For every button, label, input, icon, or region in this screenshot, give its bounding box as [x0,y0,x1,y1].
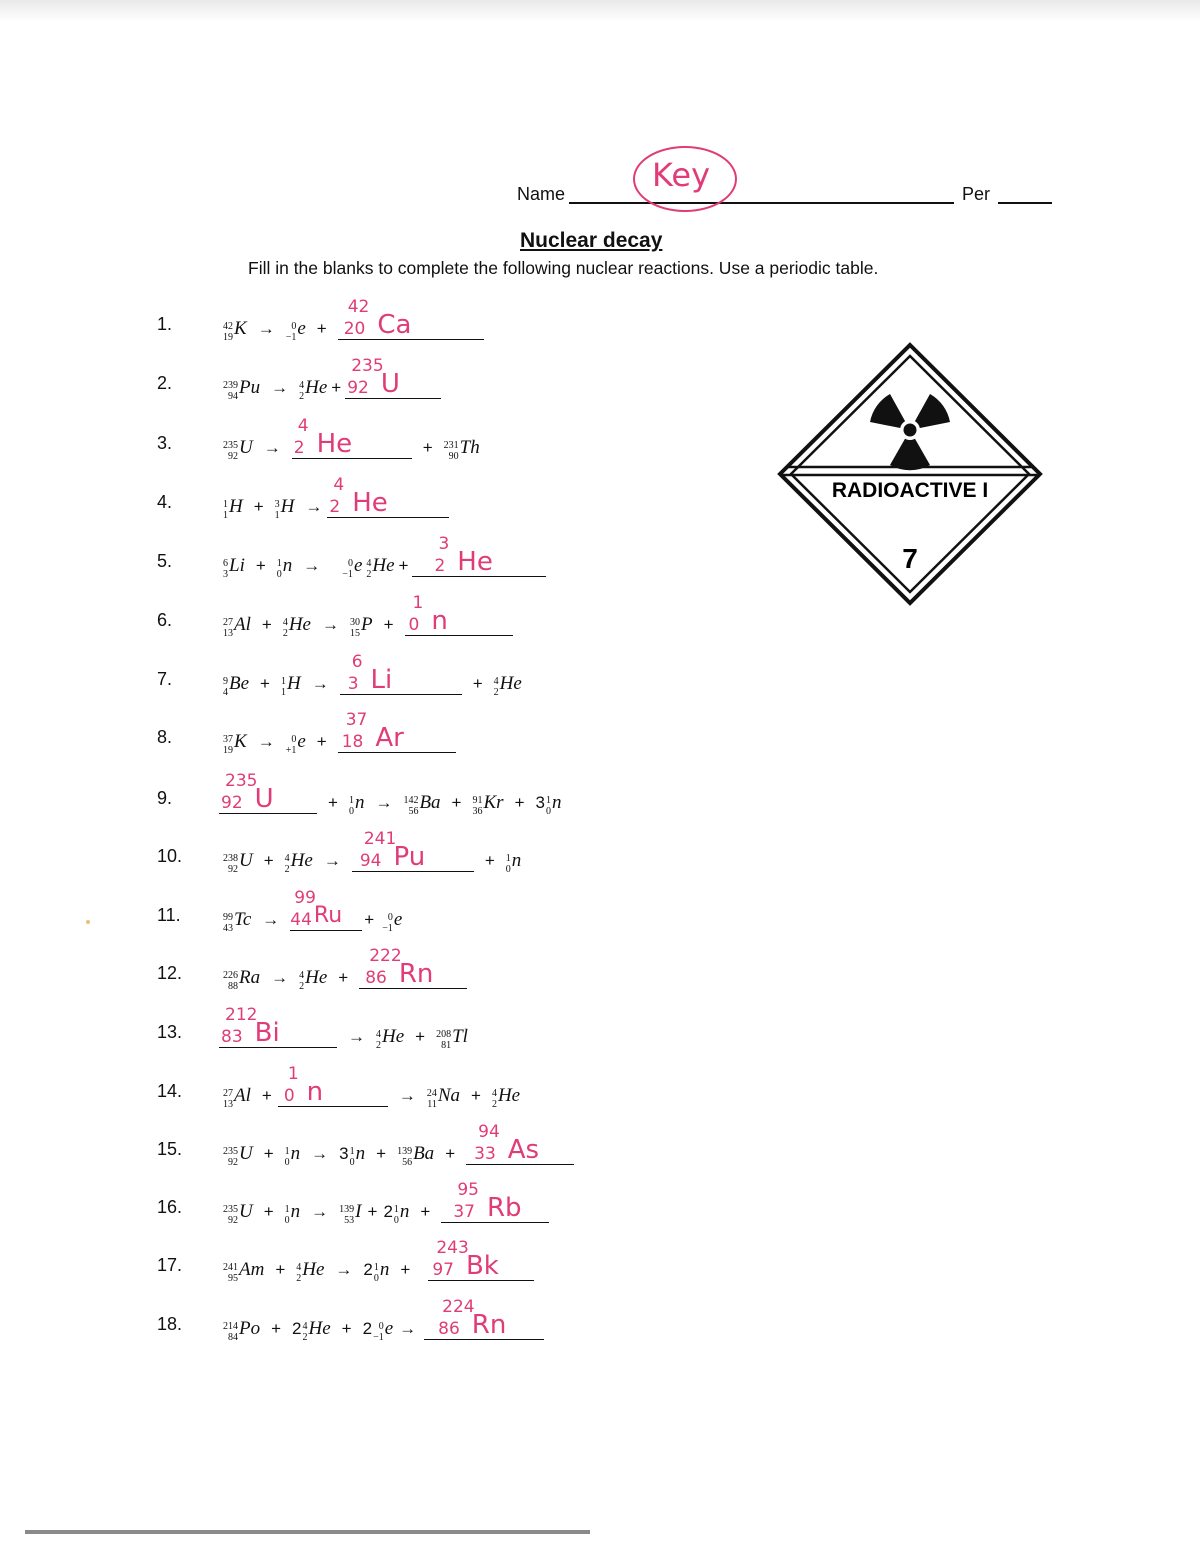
nuclide: 37 19 K [223,731,247,756]
reaction-equation: 42 19 K → 0 −1 e + 42 20 Ca [223,304,484,340]
answer-blank[interactable] [327,475,449,518]
nuclide: 6 3 Li [223,555,245,580]
reaction-equation: 212 83 Bi → 4 2 He + 208 81 Tl [221,1005,468,1051]
reaction-equation: 37 19 K → 0 +1 e + 37 18 Ar [223,717,456,753]
problem-number: 16. [157,1197,183,1217]
handwritten-answer: 1 0 n [408,593,448,636]
problem-number: 10. [157,846,183,866]
reaction-equation: 238 92 U + 4 2 He → 241 94 Pu + 1 0 n [223,829,522,875]
nuclide: 0 −1 e [342,555,363,580]
scan-speck [86,920,90,924]
nuclide: 0 −1 e [382,909,403,934]
reaction-equation: 226 88 Ra → 4 2 He + 222 86 Rn [223,953,467,989]
answer-blank[interactable] [412,534,546,577]
answer-blank[interactable] [219,771,317,814]
problem-number: 14. [157,1081,183,1101]
nuclide: 231 90 Th [443,437,480,462]
problem-9 [157,770,857,820]
nuclide: 4 2 He [493,673,522,698]
reaction-equation: 1 1 H + 3 1 H → 4 2 He [223,482,449,518]
nuclide: 235 92 U [223,1201,253,1226]
problem-3 [157,415,857,465]
nuclide: 1 0 n [276,555,293,580]
name-label: Name [517,184,566,204]
problem-15 [157,1121,857,1171]
problem-number: 8. [157,727,173,747]
scan-shadow-top [0,0,1200,22]
reaction-equation: 235 92 U + 1 0 n → 139 53 I + 2 1 0 n + 95 37 Rb [223,1187,549,1223]
handwritten-answer: 4 2 He [293,416,353,459]
nuclide: 0 +1 e [285,731,306,756]
nuclide: 4 2 He [302,1318,331,1343]
reaction-equation: 27 13 Al + 1 0 n → 24 11 Na + 4 2 He [223,1064,521,1110]
answer-blank[interactable] [278,1064,388,1107]
answer-blank[interactable] [359,946,467,989]
answer-blank[interactable] [428,1238,534,1281]
handwritten-answer: 99 44 Ru [290,888,343,930]
answer-blank[interactable] [466,1122,574,1165]
nuclide: 1 0 n [505,850,522,875]
answer-blank[interactable] [405,593,513,636]
answer-blank[interactable] [345,356,441,399]
handwritten-answer: 243 97 Bk [432,1238,499,1281]
nuclide: 9 4 Be [223,673,250,698]
name-per-header [517,182,1057,214]
handwritten-answer: 95 37 Rb [453,1180,522,1223]
handwritten-answer: 42 20 Ca [343,297,412,340]
handwritten-answer: 3 2 He [434,534,493,577]
nuclide: 4 2 He [376,1026,405,1051]
reaction-equation: 9 4 Be + 1 1 H → 6 3 Li + 4 2 He [223,652,522,698]
nuclide: 239 94 Pu [223,377,261,402]
problem-10 [157,828,857,878]
problem-12 [157,945,857,995]
page-title: Nuclear decay [520,229,663,252]
reaction-equation: 6 3 Li + 1 0 n → 0 −1 e 4 2 He + 3 2 He [223,541,546,577]
problem-2 [157,355,857,405]
problem-8 [157,709,857,759]
handwritten-answer: 222 86 Rn [365,946,434,989]
nuclide: 139 53 I [339,1201,362,1226]
nuclide: 241 95 Am [223,1259,265,1284]
per-field-line[interactable] [998,202,1052,204]
reaction-equation: 235 92 U + 1 0 n → 142 56 Ba + 91 36 Kr + 3 1 0 n [221,771,562,817]
answer-blank[interactable] [338,297,484,340]
problem-11 [157,887,857,937]
answer-blank[interactable] [219,1005,337,1048]
nuclide: 238 92 U [223,850,253,875]
nuclide: 1 0 n [348,792,365,817]
nuclide: 1 0 n [349,1143,366,1168]
nuclide: 208 81 Tl [436,1026,468,1051]
nuclide: 1 0 n [545,792,562,817]
problem-16 [157,1179,857,1229]
nuclide: 235 92 U [223,437,253,462]
problem-number: 4. [157,492,173,512]
nuclide: 24 11 Na [426,1085,461,1110]
placard-label: RADIOACTIVE I [831,479,989,502]
nuclide: 4 2 He [491,1085,521,1110]
nuclide: 4 2 He [299,377,328,402]
problem-number: 3. [157,433,173,453]
reaction-equation: 241 95 Am + 4 2 He → 2 1 0 n + 243 97 Bk [223,1245,534,1281]
answer-blank[interactable] [424,1297,544,1340]
problem-number: 13. [157,1022,183,1042]
problem-7 [157,651,857,701]
nuclide: 214 84 Po [223,1318,261,1343]
nuclide: 4 2 He [296,1259,325,1284]
nuclide: 27 13 Al [223,614,251,639]
instructions: Fill in the blanks to complete the following nuclear reactions. Use a periodic table. [248,258,879,278]
problem-number: 12. [157,963,183,983]
reaction-equation: 99 43 Tc → 99 44 Ru + 0 −1 e [223,888,403,934]
problem-17 [157,1237,857,1287]
problem-6 [157,592,857,642]
nuclide: 226 88 Ra [223,967,261,992]
name-field-line[interactable] [569,202,954,204]
per-label: Per [962,184,991,204]
nuclide: 30 15 P [349,614,373,639]
handwritten-answer: 6 3 Li [347,652,393,695]
problem-number: 5. [157,551,173,571]
answer-key-handwriting: Key [652,156,711,194]
placard-class-number: 7 [902,543,918,574]
nuclide: 1 1 H [280,673,301,698]
nuclide: 1 0 n [284,1143,301,1168]
nuclide: 1 1 H [223,496,243,521]
nuclide: 139 56 Ba [397,1143,435,1168]
handwritten-answer: 241 94 Pu [359,829,426,872]
nuclide: 1 0 n [373,1259,390,1284]
nuclide: 4 2 He [284,850,313,875]
nuclide: 3 1 H [274,496,295,521]
nuclide: 4 2 He [282,614,311,639]
nuclide: 27 13 Al [223,1085,251,1110]
problem-number: 15. [157,1139,183,1159]
scan-shadow-bottom [25,1530,590,1534]
problem-1 [157,296,857,346]
problem-number: 9. [157,788,173,808]
handwritten-answer: 94 33 As [474,1122,540,1165]
problem-14 [157,1063,857,1113]
nuclide: 0 −1 e [285,318,306,343]
answer-blank[interactable] [340,652,462,695]
answer-blank[interactable] [441,1180,549,1223]
problem-4 [157,474,857,524]
nuclide: 0 −1 e [373,1318,394,1343]
reaction-equation: 235 92 U → 4 2 He + 231 90 Th [223,416,480,462]
handwritten-answer: 4 2 He [329,475,388,518]
problem-number: 1. [157,314,173,334]
nuclide: 142 56 Ba [403,792,441,817]
nuclide: 235 92 U [223,1143,253,1168]
problem-number: 2. [157,373,173,393]
problem-number: 11. [157,905,181,925]
problem-number: 6. [157,610,173,630]
reaction-equation: 239 94 Pu → 4 2 He + 235 92 U [223,363,441,399]
problem-13 [157,1004,857,1054]
handwritten-answer: 224 86 Rn [438,1297,507,1340]
nuclide: 99 43 Tc [223,909,252,934]
reaction-equation: 235 92 U + 1 0 n → 3 1 0 n + 139 56 Ba + 94 33 As [223,1129,574,1165]
reaction-equation: 214 84 Po + 2 4 2 He + 2 0 −1 e → 224 86 Rn [223,1304,544,1340]
answer-blank[interactable] [338,710,456,753]
answer-blank[interactable] [352,829,474,872]
problem-5 [157,533,857,583]
handwritten-answer: 235 92 U [221,771,274,814]
handwritten-answer: 212 83 Bi [221,1005,280,1048]
nuclide: 91 36 Kr [472,792,504,817]
reaction-equation: 27 13 Al + 4 2 He → 30 15 P + 1 0 n [223,600,513,636]
problem-number: 7. [157,669,173,689]
nuclide: 42 19 K [223,318,247,343]
nuclide: 1 0 n [284,1201,301,1226]
answer-blank[interactable] [290,888,362,931]
handwritten-answer: 235 92 U [347,356,400,399]
answer-blank[interactable] [292,416,412,459]
problem-18 [157,1296,857,1346]
handwritten-answer: 1 0 n [283,1064,324,1107]
nuclide: 4 2 He [366,555,395,580]
problem-number: 17. [157,1255,183,1275]
nuclide: 4 2 He [299,967,328,992]
problem-number: 18. [157,1314,183,1334]
handwritten-answer: 37 18 Ar [341,710,404,753]
nuclide: 1 0 n [393,1201,410,1226]
